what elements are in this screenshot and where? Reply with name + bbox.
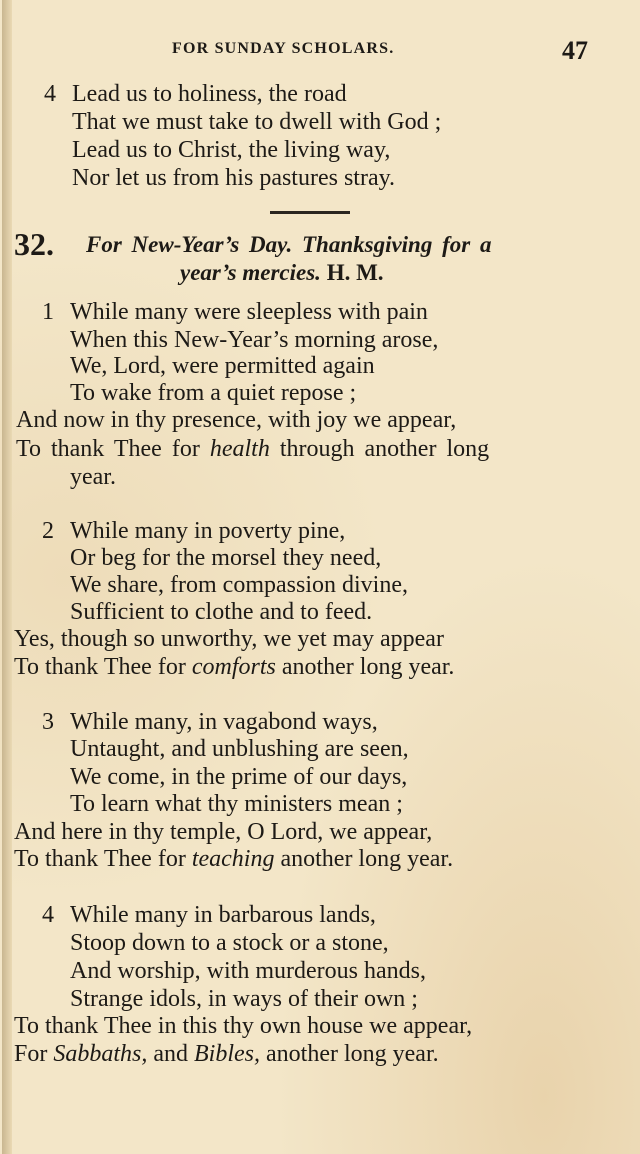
verse-line-wrap: year. (70, 464, 116, 490)
verse-line: Yes, though so unworthy, we yet may appear (14, 626, 444, 652)
verse-line (14, 845, 453, 873)
italic-word: teaching (191, 846, 275, 872)
verse-text: another long year. (266, 1041, 439, 1067)
verse-line: That we must take to dwell with God ; (72, 109, 442, 135)
verse-line: While many were sleepless with pain (70, 299, 428, 325)
verse-line (14, 653, 454, 681)
page-number: 47 (562, 36, 588, 65)
verse-line: Or beg for the morsel they need, (70, 545, 382, 571)
verse-line: Untaught, and unblushing are seen, (70, 736, 409, 762)
verse-text: another long year. (280, 846, 454, 872)
verse-text: another long year. (281, 654, 455, 680)
verse-line: We share, from compassion divine, (70, 572, 408, 598)
verse-line: To wake from a quiet repose ; (70, 380, 357, 406)
italic-word: Bibles, (194, 1041, 261, 1067)
section-divider (270, 211, 350, 214)
hymn-number: 32. (14, 226, 54, 262)
page-header (0, 36, 640, 66)
stanza-number: 4 (44, 81, 56, 107)
hymn-title-line2: year’s mercies. (180, 260, 321, 285)
verse-line (16, 435, 489, 463)
stanza-number: 2 (42, 518, 54, 544)
verse-line: While many in barbarous lands, (70, 902, 376, 928)
verse-line: Strange idols, in ways of their own ; (70, 986, 418, 1012)
stanza-number: 1 (42, 299, 54, 325)
verse-line: Lead us to holiness, the road (72, 81, 347, 107)
verse-text: To thank Thee for (14, 846, 186, 872)
verse-line: Sufficient to clothe and to feed. (70, 599, 373, 625)
verse-line: While many, in vagabond ways, (70, 709, 378, 735)
verse-text: and (153, 1041, 189, 1067)
verse-line: We, Lord, were permitted again (70, 353, 375, 379)
verse-text: For (14, 1041, 48, 1067)
verse-line: We come, in the prime of our days, (70, 764, 408, 790)
italic-word: health (209, 436, 270, 462)
italic-word: comforts (191, 654, 276, 680)
hymn-title: For New-Year’s Day. Thanksgiving for a (86, 232, 492, 257)
stanza-number: 3 (42, 709, 54, 735)
verse-line: Stoop down to a stock or a stone, (70, 930, 389, 956)
hymn-meter: H. M. (326, 260, 384, 285)
verse-line: And here in thy temple, O Lord, we appear, (14, 819, 433, 845)
stanza-number: 4 (42, 902, 54, 928)
verse-line: To thank Thee in this thy own house we appear, (14, 1013, 473, 1039)
verse-text: To thank Thee for (16, 436, 200, 462)
running-head: FOR SUNDAY SCHOLARS. (172, 40, 395, 57)
verse-line: And worship, with murderous hands, (70, 958, 426, 984)
verse-text: through another long (279, 436, 490, 462)
italic-word: Sabbaths, (53, 1041, 148, 1067)
verse-line: When this New-Year’s morning arose, (70, 327, 439, 353)
verse-line: Lead us to Christ, the living way, (72, 137, 391, 163)
verse-line: And now in thy presence, with joy we appear, (16, 407, 457, 433)
page-gutter (2, 0, 12, 1154)
verse-line: While many in poverty pine, (70, 518, 346, 544)
verse-line: To learn what thy ministers mean ; (70, 791, 403, 817)
verse-text: To thank Thee for (14, 654, 186, 680)
hymn-title-cont (180, 260, 384, 286)
verse-line (14, 1040, 439, 1068)
verse-line: Nor let us from his pastures stray. (72, 165, 396, 191)
